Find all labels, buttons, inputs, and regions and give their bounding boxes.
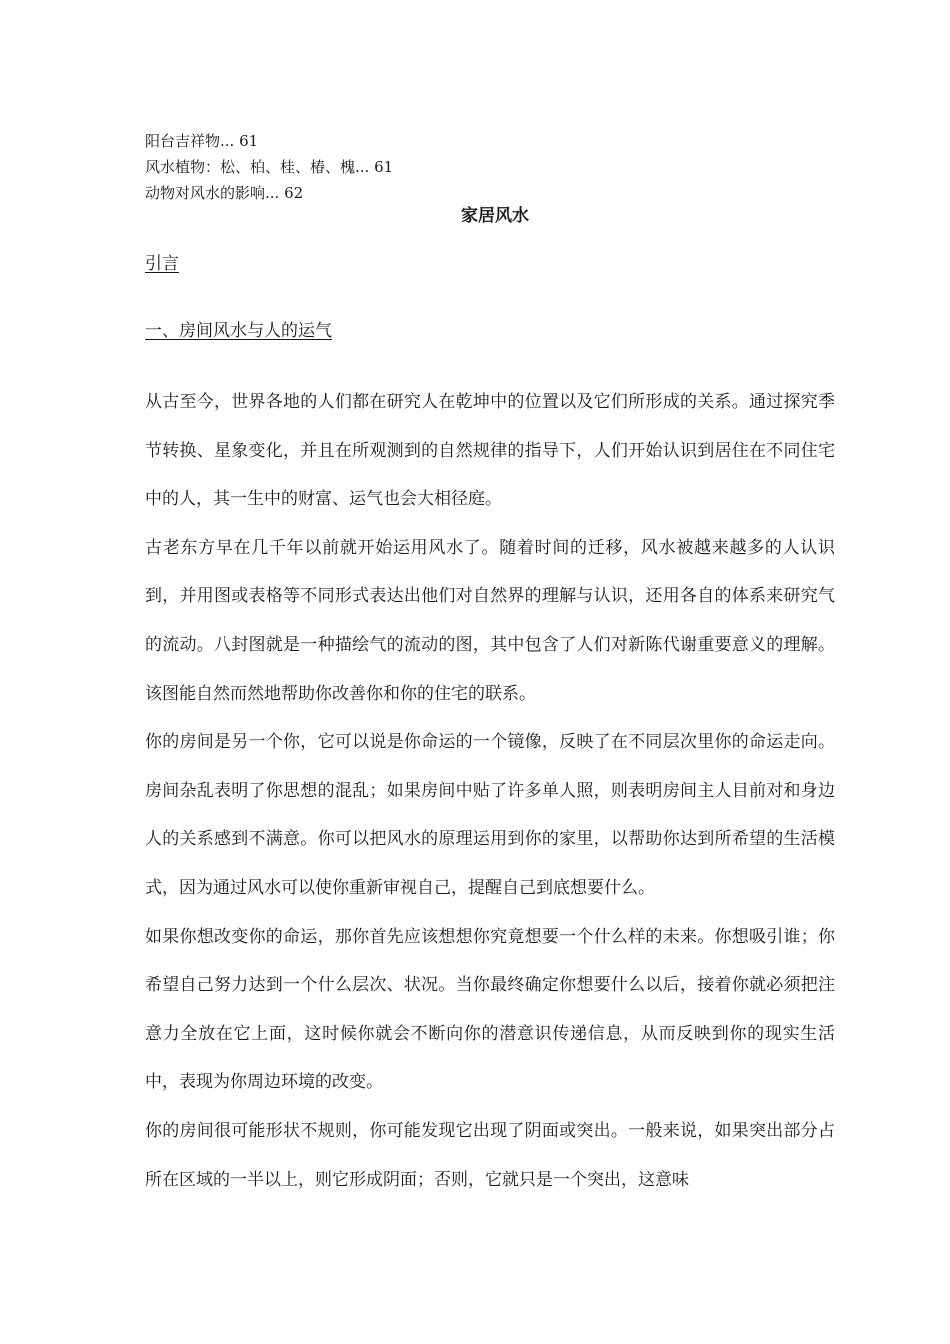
table-of-contents xyxy=(145,128,835,206)
paragraph: 古老东方早在几千年以前就开始运用风水了。随着时间的迁移，风水被越来越多的人认识到，并用图或表格等不同形式表达出他们对自然界的理解与认识，还用各自的体系来研究气的流动。八封图就是一种描绘气的流动的图，其中包含了人们对新陈代谢重要意义的理解。该图能自然而然地帮助你改善你和你的住宅的联系。 xyxy=(145,537,835,704)
body-text xyxy=(145,378,835,1204)
toc-entry: 风水植物：松、柏、桂、椿、槐... 61 xyxy=(145,158,394,176)
toc-entry: 阳台吉祥物... 61 xyxy=(145,132,259,150)
paragraph: 你的房间是另一个你，它可以说是你命运的一个镜像，反映了在不同层次里你的命运走向。房间杂乱表明了你思想的混乱；如果房间中贴了许多单人照，则表明房间主人目前对和身边人的关系感到不满意。你可以把风水的原理运用到你的家里，以帮助你达到所希望的生活模式，因为通过风水可以使你重新审视自己，提醒自己到底想要什么。 xyxy=(145,732,835,898)
toc-entry: 动物对风水的影响... 62 xyxy=(145,184,304,202)
heading-section-1: 一、房间风水与人的运气 xyxy=(145,321,332,341)
paragraph: 如果你想改变你的命运，那你首先应该想想你究竟想要一个什么样的未来。你想吸引谁；你希望自己努力达到一个什么层次、状况。当你最终确定你想要什么以后，接着你就必须把注意力全放在它上面，这时候你就会不断向你的潜意识传递信息，从而反映到你的现实生活中，表现为你周边环境的改变。 xyxy=(145,926,835,1093)
document-title: 家居风水 xyxy=(461,206,529,226)
paragraph: 从古至今，世界各地的人们都在研究人在乾坤中的位置以及它们所形成的关系。通过探究季节转换、星象变化，并且在所观测到的自然规律的指导下，人们开始认识到居住在不同住宅中的人，其一生中的财富、运气也会大相径庭。 xyxy=(145,392,835,510)
heading-intro: 引言 xyxy=(145,254,179,274)
paragraph: 你的房间很可能形状不规则，你可能发现它出现了阴面或突出。一般来说，如果突出部分占所在区域的一半以上，则它形成阴面；否则，它就只是一个突出，这意味 xyxy=(145,1120,835,1190)
